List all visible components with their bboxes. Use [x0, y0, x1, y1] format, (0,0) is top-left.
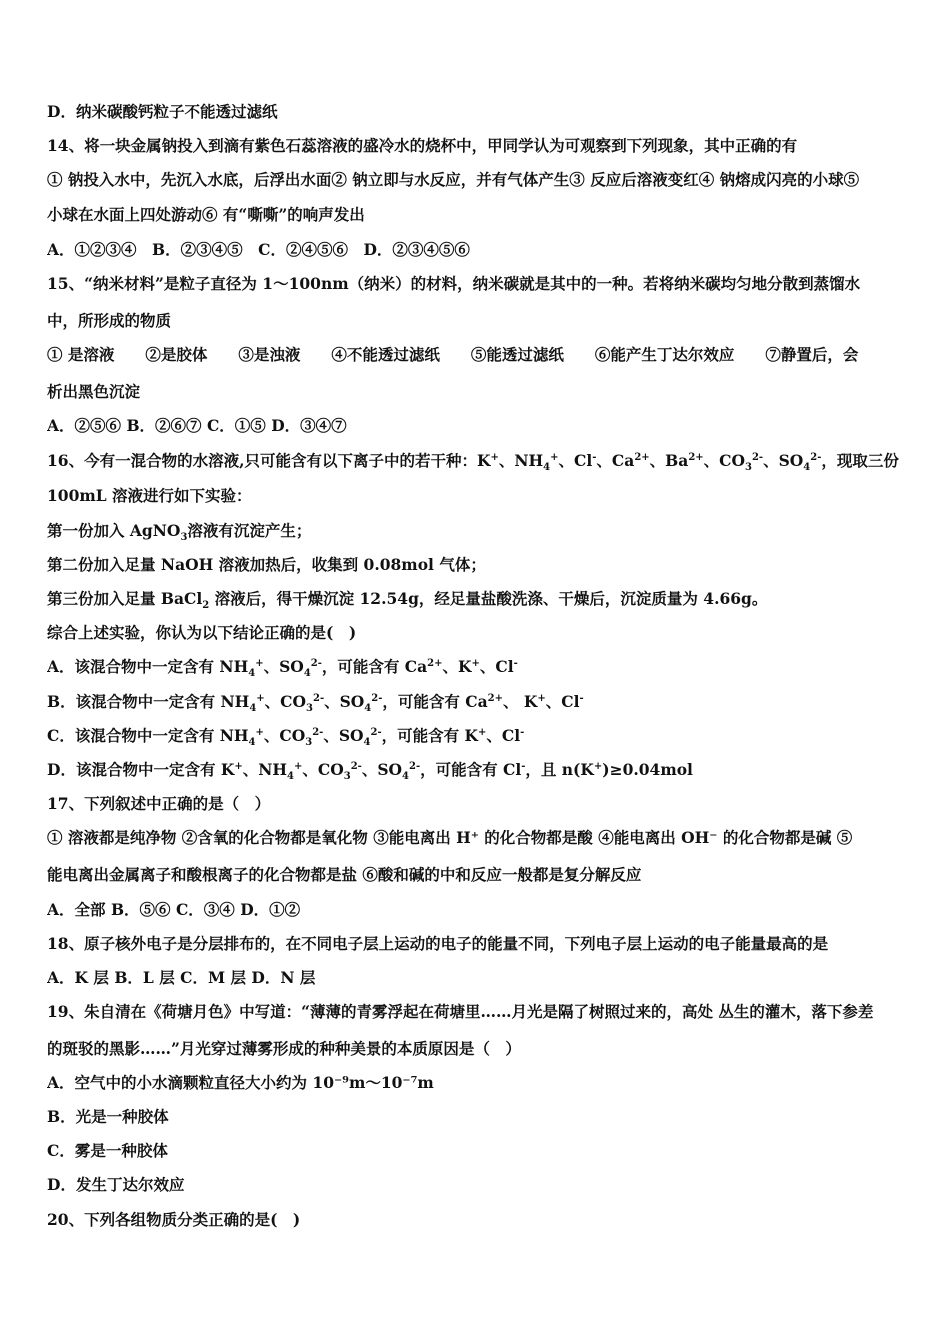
q15-option-c: C．①⑤ — [206, 416, 266, 435]
q17-options — [47, 899, 907, 921]
q18-options — [47, 967, 907, 989]
q16-question: 综合上述实验，你认为以下结论正确的是( ) — [47, 623, 357, 642]
q15-option-b: B．②⑥⑦ — [126, 416, 202, 435]
q16-option-d: D．该混合物中一定含有 K+、$NH_4^+$、$CO_3^{2-}$、$SO_4^{2-}$，可能含有 Cl-，且 n(K+)≥0.04mol — [47, 760, 693, 781]
q17-items-line-2: 能电离出金属离子和酸根离子的化合物都是盐 ⑥酸和碱的中和反应一般都是复分解反应 — [47, 865, 642, 884]
q15-stem-line-1: 15、“纳米材料”是粒子直径为 1～100nm（纳米）的材料，纳米碳就是其中的一种。若将纳米碳均匀地分散到蒸馏水 — [47, 274, 861, 293]
q15-option-d: D．③④⑦ — [271, 416, 347, 435]
q15-items-line-1: ① 是溶液 ②是胶体 ③是浊液 ④不能透过滤纸 ⑤能透过滤纸 ⑥能产生丁达尔效应 ⑦静置后，会 — [47, 345, 859, 364]
q19-option-d: D．发生丁达尔效应 — [47, 1175, 185, 1194]
q18-option-d: D．N 层 — [251, 968, 316, 987]
q16-option-b: B．该混合物中一定含有 $NH_4^+$、$CO_3^{2-}$、$SO_4^{2-}$，可能含有 $Ca^{2+}$、 K+、Cl- — [47, 692, 584, 713]
q16-experiment-3: 第三份加入足量 BaCl$_2$ 溶液后，得干燥沉淀 12.54g，经足量盐酸洗涤、干燥后，沉淀质量为 4.66g。 — [47, 589, 768, 610]
q19-option-b: B．光是一种胶体 — [47, 1107, 169, 1126]
q18-option-b: B．L 层 — [114, 968, 175, 987]
q16-experiment-2: 第二份加入足量 NaOH 溶液加热后，收集到 0.08mol 气体； — [47, 555, 486, 574]
q13-option-d: D．纳米碳酸钙粒子不能透过滤纸 — [47, 102, 278, 121]
q15-stem-line-2: 中，所形成的物质 — [47, 311, 172, 330]
q14-options: A．①②③④ B．②③④⑤ C．②④⑤⑥ D．②③④⑤⑥ — [47, 240, 470, 259]
q18-option-a: A．K 层 — [47, 968, 109, 987]
q18-option-c: C．M 层 — [180, 968, 247, 987]
q14-items-line-2: 小球在水面上四处游动⑥ 有“嘶嘶”的响声发出 — [47, 205, 365, 224]
q17-option-a: A．全部 — [47, 900, 106, 919]
q16-option-a: A．该混合物中一定含有 $NH_4^+$、$SO_4^{2-}$，可能含有 $Ca^{2+}$、K+、Cl- — [47, 657, 518, 678]
q16-stem-line-2: 100mL 溶液进行如下实验： — [47, 486, 252, 505]
q14-stem: 14、将一块金属钠投入到滴有紫色石蕊溶液的盛冷水的烧杯中，甲同学认为可观察到下列现象，其中正确的有 — [47, 136, 798, 155]
q16-stem-line-1: 16、今有一混合物的水溶液,只可能含有以下离子中的若干种：K+、$NH_4^+$、Cl-、$Ca^{2+}$、$Ba^{2+}$、$CO_3^{2-}$、$SO_4^{2-}$，现取三份 — [47, 451, 899, 472]
q14-items-line-1: ① 钠投入水中，先沉入水底，后浮出水面② 钠立即与水反应，并有气体产生③ 反应后溶液变红④ 钠熔成闪亮的小球⑤ — [47, 170, 860, 189]
q19-stem-line-1: 19、朱自清在《荷塘月色》中写道：“薄薄的青雾浮起在荷塘里……月光是隔了树照过来的，高处 丛生的灌木，落下参差 — [47, 1002, 874, 1021]
q17-items-line-1: ① 溶液都是纯净物 ②含氧的化合物都是氧化物 ③能电离出 H⁺ 的化合物都是酸 ④能电离出 OH⁻ 的化合物都是碱 ⑤ — [47, 828, 853, 847]
q17-option-c: C．③④ — [175, 900, 235, 919]
q16-experiment-1: 第一份加入 AgNO$_3$溶液有沉淀产生； — [47, 521, 312, 542]
q17-option-d: D．①② — [240, 900, 301, 919]
q19-option-c: C．雾是一种胶体 — [47, 1141, 168, 1160]
q16-option-c: C．该混合物中一定含有 $NH_4^+$、$CO_3^{2-}$、$SO_4^{2-}$，可能含有 K+、Cl- — [47, 726, 525, 747]
q17-stem: 17、下列叙述中正确的是（ ） — [47, 794, 271, 813]
q19-option-a: A．空气中的小水滴颗粒直径大小约为 10⁻⁹m～10⁻⁷m — [47, 1073, 434, 1092]
q15-options — [47, 415, 907, 437]
q20-stem: 20、下列各组物质分类正确的是( ) — [47, 1210, 301, 1229]
q18-stem: 18、原子核外电子是分层排布的，在不同电子层上运动的电子的能量不同，下列电子层上运动的电子能量最高的是 — [47, 934, 829, 953]
q15-items-line-2: 析出黑色沉淀 — [47, 382, 141, 401]
q19-stem-line-2: 的斑驳的黑影……”月光穿过薄雾形成的种种美景的本质原因是（ ） — [47, 1039, 521, 1058]
q17-option-b: B．⑤⑥ — [110, 900, 171, 919]
q15-option-a: A．②⑤⑥ — [47, 416, 122, 435]
